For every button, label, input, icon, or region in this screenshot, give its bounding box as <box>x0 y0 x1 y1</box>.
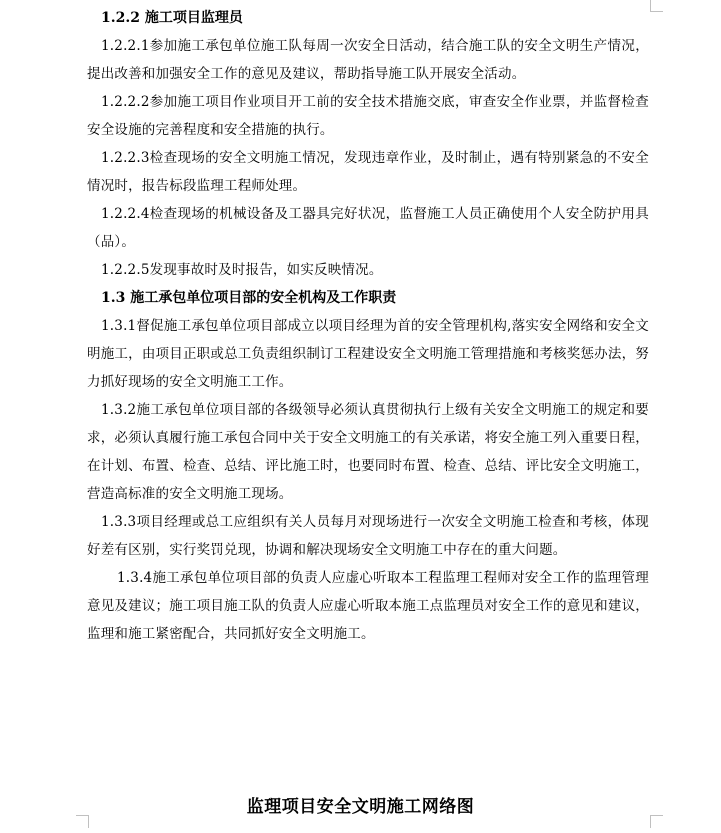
paragraph-1-3-1: 1.3.1督促施工承包单位项目部成立以项目经理为首的安全管理机构,落实安全网络和安全文明施工，由项目正职或总工负责组织制订工程建设安全文明施工管理措施和考核奖惩办法，努力抓好现场的安全文明施工工作。 <box>87 318 649 390</box>
paragraph-1-2-2-2: 1.2.2.2参加施工项目作业项目开工前的安全技术措施交底，审查安全作业票，并监督检查安全设施的完善程度和安全措施的执行。 <box>87 94 649 138</box>
paragraph-1-2-2-5: 1.2.2.5发现事故时及时报告，如实反映情况。 <box>101 262 383 278</box>
paragraph-1-2-2-3: 1.2.2.3检查现场的安全文明施工情况，发现违章作业，及时制止，遇有特别紧急的不安全情况时，报告标段监理工程师处理。 <box>87 150 649 194</box>
page-corner-mark-top-right <box>650 0 663 12</box>
heading-1-3: 1.3 施工承包单位项目部的安全机构及工作职责 <box>101 290 397 306</box>
paragraph-1-3-4: 1.3.4施工承包单位项目部的负责人应虚心听取本工程监理工程师对安全工作的监理管理意见及建议；施工项目施工队的负责人应虚心听取本施工点监理员对安全工作的意见和建议，监理和施工紧密配合，共同抓好安全文明施工。 <box>87 570 649 642</box>
document-body <box>87 4 649 648</box>
paragraph-1-3-3: 1.3.3项目经理或总工应组织有关人员每月对现场进行一次安全文明施工检查和考核，体现好差有区别，实行奖罚兑现，协调和解决现场安全文明施工中存在的重大问题。 <box>87 514 649 558</box>
paragraph-1-3-2: 1.3.2施工承包单位项目部的各级领导必须认真贯彻执行上级有关安全文明施工的规定和要求，必须认真履行施工承包合同中关于安全文明施工的有关承诺，将安全施工列入重要日程，在计划、布置、检查、总结、评比施工时，也要同时布置、检查、总结、评比安全文明施工，营造高标准的安全文明施工现场。 <box>87 402 649 502</box>
paragraph-1-2-2-1: 1.2.2.1参加施工承包单位施工队每周一次安全日活动，结合施工队的安全文明生产情况，提出改善和加强安全工作的意见及建议，帮助指导施工队开展安全活动。 <box>87 38 649 82</box>
next-section-title: 监理项目安全文明施工网络图 <box>246 797 475 817</box>
paragraph-1-2-2-4: 1.2.2.4检查现场的机械设备及工器具完好状况，监督施工人员正确使用个人安全防护用具（品）。 <box>87 206 649 250</box>
heading-1-2-2: 1.2.2 施工项目监理员 <box>101 10 243 26</box>
